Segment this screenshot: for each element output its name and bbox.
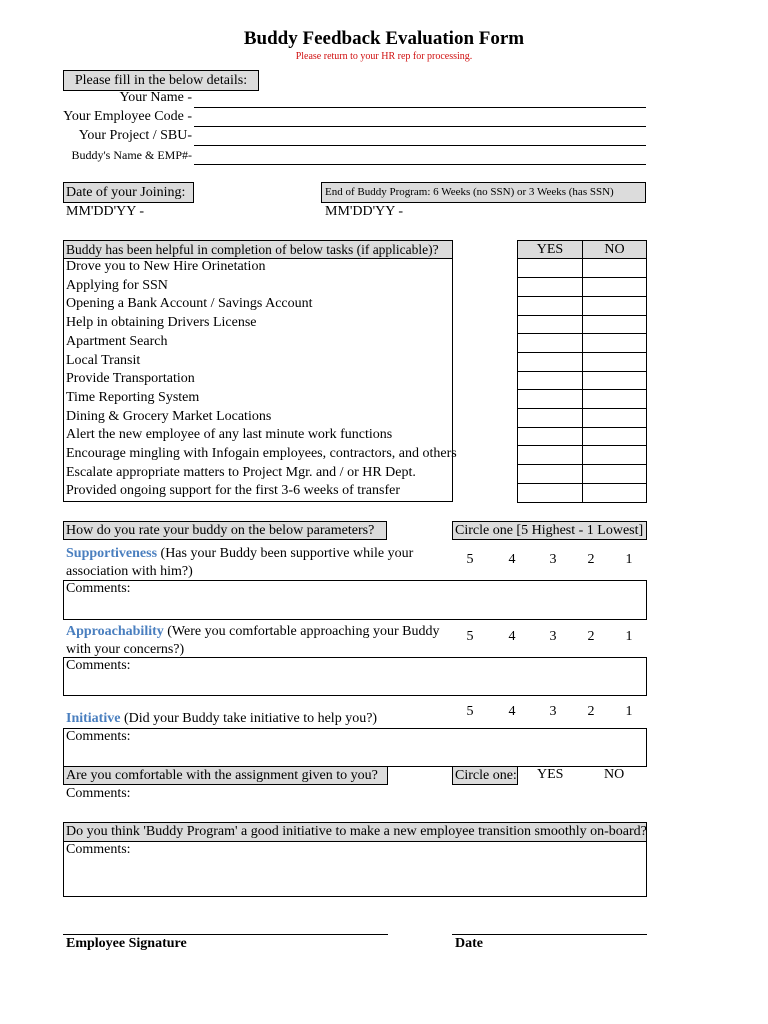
buddy-name-input[interactable] xyxy=(194,146,646,165)
assignment-no-option[interactable]: NO xyxy=(604,767,625,782)
details-heading: Please fill in the below details: xyxy=(63,70,259,91)
task-item: Provided ongoing support for the first 3-6 weeks of transfer xyxy=(66,483,400,499)
project-label: Your Project / SBU- xyxy=(78,128,192,143)
task-no-cell[interactable] xyxy=(582,278,647,297)
task-yes-cell[interactable] xyxy=(517,296,583,315)
task-item: Drove you to New Hire Orinetation xyxy=(66,259,266,274)
task-item: Time Reporting System xyxy=(66,389,200,405)
task-yes-cell[interactable] xyxy=(517,259,583,278)
task-item: Opening a Bank Account / Savings Account xyxy=(66,296,313,312)
task-yes-cell[interactable] xyxy=(517,315,583,334)
task-yes-cell[interactable] xyxy=(517,427,583,446)
employee-code-label: Your Employee Code - xyxy=(63,109,192,124)
initiative-label: Initiative xyxy=(66,711,121,726)
program-question: Do you think 'Buddy Program' a good initiative to make a new employee transition smoothly on-board? xyxy=(63,822,647,842)
joining-date-field[interactable]: MM'DD'YY - xyxy=(66,204,145,219)
task-no-cell[interactable] xyxy=(582,427,647,446)
task-item: Apartment Search xyxy=(66,333,168,349)
end-program-heading: End of Buddy Program: 6 Weeks (no SSN) or 3 Weeks (has SSN) xyxy=(321,182,646,203)
employee-signature-label: Employee Signature xyxy=(66,936,187,951)
task-item: Alert the new employee of any last minute work functions xyxy=(66,427,393,443)
rating-3[interactable]: 3 xyxy=(549,704,557,719)
task-no-cell[interactable] xyxy=(582,483,647,502)
approachability-comments-box[interactable] xyxy=(63,657,647,696)
supportiveness-question xyxy=(66,545,446,581)
task-no-cell[interactable] xyxy=(582,315,647,334)
buddy-name-label: Buddy's Name & EMP#- xyxy=(71,148,192,162)
task-yes-cell[interactable] xyxy=(517,278,583,297)
rating-3[interactable]: 3 xyxy=(549,552,557,567)
task-yes-cell[interactable] xyxy=(517,334,583,353)
project-input[interactable] xyxy=(194,127,646,146)
task-item: Applying for SSN xyxy=(66,277,168,293)
supportiveness-comments-box[interactable] xyxy=(63,580,647,620)
assignment-question: Are you comfortable with the assignment given to you? xyxy=(63,766,388,785)
initiative-comments-label: Comments: xyxy=(66,729,131,744)
ratings-heading: How do you rate your buddy on the below parameters? xyxy=(63,521,387,540)
rating-5[interactable]: 5 xyxy=(466,552,474,567)
rating-1[interactable]: 1 xyxy=(625,552,633,567)
rating-4[interactable]: 4 xyxy=(508,704,516,719)
task-item: Escalate appropriate matters to Project Mgr. and / or HR Dept. xyxy=(66,464,416,480)
supportiveness-text-2: association with him?) xyxy=(66,564,193,579)
task-no-cell[interactable] xyxy=(582,409,647,428)
task-item: Help in obtaining Drivers License xyxy=(66,315,257,331)
employee-signature-line[interactable] xyxy=(63,934,388,935)
initiative-comments-box[interactable] xyxy=(63,728,647,767)
task-no-cell[interactable] xyxy=(582,371,647,390)
tasks-heading: Buddy has been helpful in completion of below tasks (if applicable)? xyxy=(63,240,453,259)
rating-4[interactable]: 4 xyxy=(508,629,516,644)
rating-2[interactable]: 2 xyxy=(587,629,595,644)
approachability-text-2: with your concerns?) xyxy=(66,642,185,657)
task-item: Encourage mingling with Infogain employees, contractors, and others xyxy=(66,446,457,461)
yes-header: YES xyxy=(517,240,583,259)
task-yes-cell[interactable] xyxy=(517,371,583,390)
task-no-cell[interactable] xyxy=(582,296,647,315)
rating-1[interactable]: 1 xyxy=(625,629,633,644)
date-label: Date xyxy=(455,936,483,951)
task-yes-cell[interactable] xyxy=(517,353,583,372)
rating-5[interactable]: 5 xyxy=(466,704,474,719)
form-subtitle: Please return to your HR rep for processing. xyxy=(295,51,473,62)
task-no-cell[interactable] xyxy=(582,334,647,353)
rating-scale-label: Circle one [5 Highest - 1 Lowest] xyxy=(452,521,647,540)
employee-code-input[interactable] xyxy=(194,108,646,127)
rating-4[interactable]: 4 xyxy=(508,552,516,567)
task-item: Provide Transportation xyxy=(66,371,195,387)
approachability-question xyxy=(66,623,446,659)
rating-3[interactable]: 3 xyxy=(549,629,557,644)
approachability-label: Approachability xyxy=(66,624,164,639)
initiative-question xyxy=(66,711,377,727)
rating-2[interactable]: 2 xyxy=(587,704,595,719)
program-comments-box[interactable] xyxy=(63,841,647,897)
rating-2[interactable]: 2 xyxy=(587,552,595,567)
form-title: Buddy Feedback Evaluation Form xyxy=(243,28,525,49)
supportiveness-label: Supportiveness xyxy=(66,546,158,561)
name-label: Your Name - xyxy=(119,90,192,105)
end-program-date-field[interactable]: MM'DD'YY - xyxy=(325,204,404,219)
approachability-text: (Were you comfortable approaching your Buddy xyxy=(167,624,440,639)
task-no-cell[interactable] xyxy=(582,353,647,372)
task-item: Dining & Grocery Market Locations xyxy=(66,408,272,424)
assignment-yes-option[interactable]: YES xyxy=(537,767,564,782)
program-comments-label: Comments: xyxy=(66,842,131,857)
date-signature-line[interactable] xyxy=(452,934,647,935)
no-header: NO xyxy=(582,240,647,259)
task-yes-cell[interactable] xyxy=(517,465,583,484)
task-no-cell[interactable] xyxy=(582,390,647,409)
task-yes-cell[interactable] xyxy=(517,390,583,409)
task-item: Local Transit xyxy=(66,352,141,368)
name-input[interactable] xyxy=(194,89,646,108)
task-yes-cell[interactable] xyxy=(517,409,583,428)
assignment-circle-label: Circle one: xyxy=(452,766,518,785)
task-no-cell[interactable] xyxy=(582,446,647,465)
assignment-comments-label[interactable]: Comments: xyxy=(66,786,131,801)
joining-date-heading: Date of your Joining: xyxy=(63,182,194,203)
supportiveness-text: (Has your Buddy been supportive while your xyxy=(160,546,414,561)
rating-1[interactable]: 1 xyxy=(625,704,633,719)
task-yes-cell[interactable] xyxy=(517,446,583,465)
rating-5[interactable]: 5 xyxy=(466,629,474,644)
task-no-cell[interactable] xyxy=(582,259,647,278)
task-yes-cell[interactable] xyxy=(517,483,583,502)
approachability-comments-label: Comments: xyxy=(66,658,131,673)
supportiveness-comments-label: Comments: xyxy=(66,581,131,596)
task-no-cell[interactable] xyxy=(582,465,647,484)
initiative-text: (Did your Buddy take initiative to help you?) xyxy=(123,711,378,726)
